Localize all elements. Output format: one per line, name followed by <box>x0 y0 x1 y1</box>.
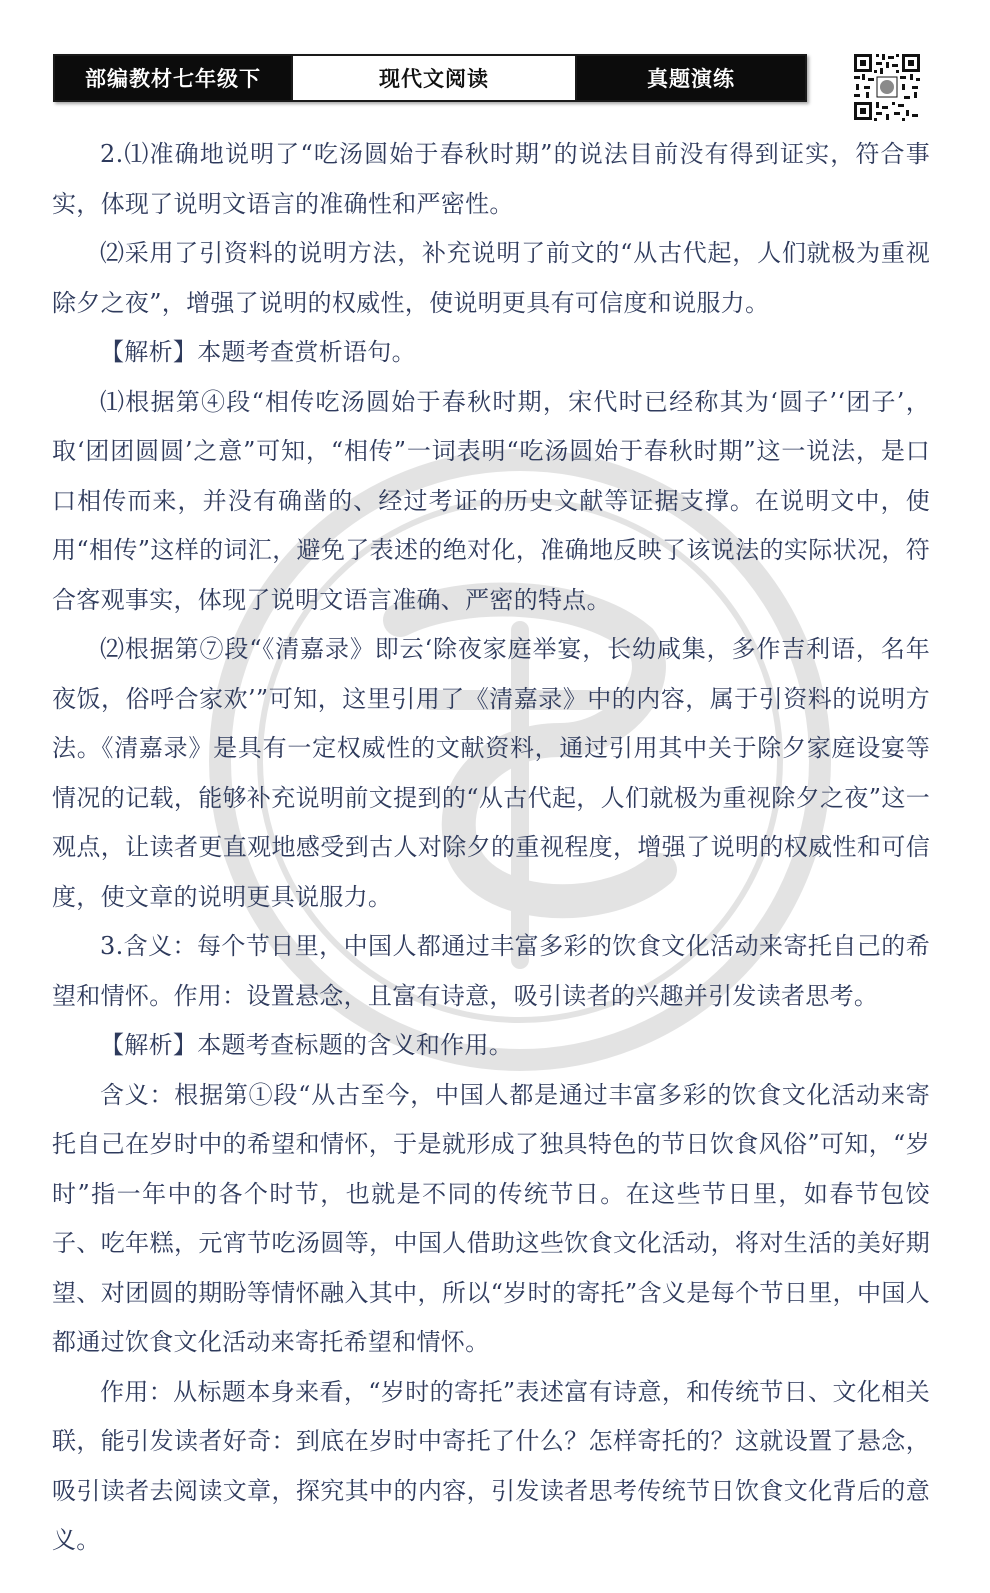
analysis-2-heading: 【解析】本题考查赏析语句。 <box>100 338 416 366</box>
header-grade: 部编教材七年级下 <box>55 56 291 100</box>
answer-body <box>52 130 930 1566</box>
analysis-2-part-1: ⑴根据第④段“相传吃汤圆始于春秋时期，宋代时已经称其为‘圆子’‘团子’，取‘团团圆圆’之意”可知，“相传”一词表明“吃汤圆始于春秋时期”这一说法，是口口相传而来，并没有确凿的、经过考证的历史文献等证据支撑。在说明文中，使用“相传”这样的词汇，避免了表述的绝对化，准确地反映了该说法的实际状况，符合客观事实，体现了说明文语言准确、严密的特点。 <box>52 387 930 614</box>
analysis-3-function: 作用：从标题本身来看，“岁时的寄托”表述富有诗意，和传统节日、文化相关联，能引发读者好奇：到底在岁时中寄托了什么？怎样寄托的？这就设置了悬念，吸引读者去阅读文章，探究其中的内容，引发读者思考传统节日饮食文化背后的意义。 <box>52 1377 930 1554</box>
qr-code-icon <box>852 52 922 122</box>
answer-2-part-2: ⑵采用了引资料的说明方法，补充说明了前文的“从古代起，人们就极为重视除夕之夜”，增强了说明的权威性，使说明更具有可信度和说服力。 <box>52 239 930 317</box>
analysis-2-part-2: ⑵根据第⑦段“《清嘉录》即云‘除夜家庭举宴，长幼咸集，多作吉利语，名年夜饭，俗呼合家欢’”可知，这里引用了《清嘉录》中的内容，属于引资料的说明方法。《清嘉录》是具有一定权威性的文献资料，通过引用其中关于除夕家庭设宴等情况的记载，能够补充说明前文提到的“从古代起，人们就极为重视除夕之夜”这一观点，让读者更直观地感受到古人对除夕的重视程度，增强了说明的权威性和可信度，使文章的说明更具说服力。 <box>52 635 930 911</box>
analysis-3-heading: 【解析】本题考查标题的含义和作用。 <box>100 1031 514 1059</box>
answer-3: 3.含义：每个节日里，中国人都通过丰富多彩的饮食文化活动来寄托自己的希望和情怀。作用：设置悬念，且富有诗意，吸引读者的兴趣并引发读者思考。 <box>52 932 930 1010</box>
answer-2-part-1: 2.⑴准确地说明了“吃汤圆始于春秋时期”的说法目前没有得到证实，符合事实，体现了说明文语言的准确性和严密性。 <box>52 140 930 218</box>
header-bar <box>53 54 807 102</box>
header-section: 真题演练 <box>577 56 805 100</box>
header-subject: 现代文阅读 <box>291 56 577 100</box>
analysis-3-meaning: 含义：根据第①段“从古至今，中国人都是通过丰富多彩的饮食文化活动来寄托自己在岁时中的希望和情怀，于是就形成了独具特色的节日饮食风俗”可知，“岁时”指一年中的各个时节，也就是不同的传统节日。在这些节日里，如春节包饺子、吃年糕，元宵节吃汤圆等，中国人借助这些饮食文化活动，将对生活的美好期望、对团圆的期盼等情怀融入其中，所以“岁时的寄托”含义是每个节日里，中国人都通过饮食文化活动来寄托希望和情怀。 <box>52 1080 930 1356</box>
